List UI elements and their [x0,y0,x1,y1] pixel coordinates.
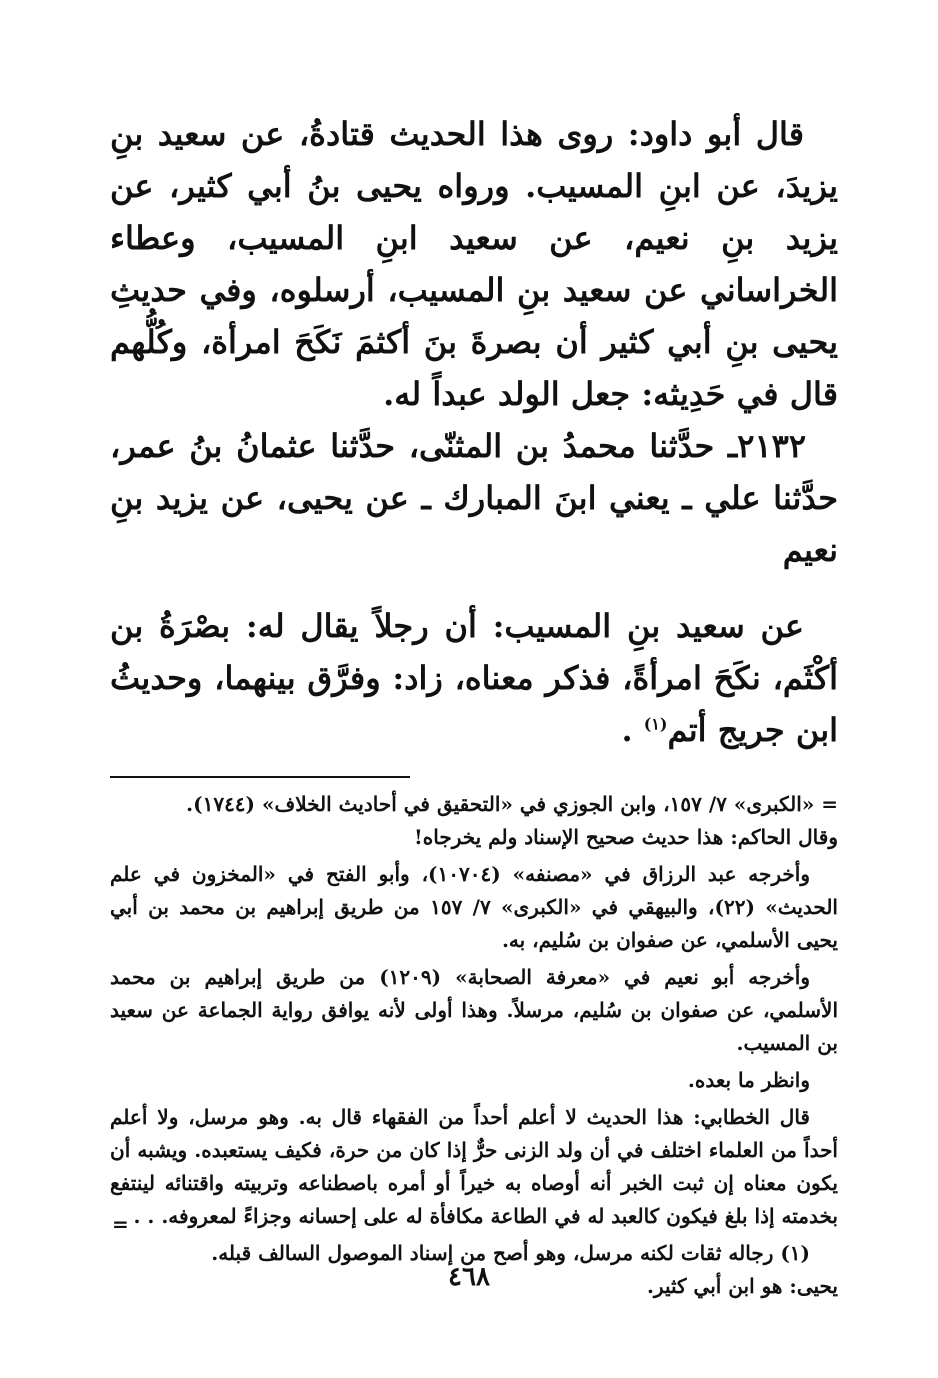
continuation-mark: = [112,1212,129,1236]
matn-end: . [621,711,633,749]
footnote-line: وأخرجه أبو نعيم في «معرفة الصحابة» (١٢٠٩) من طريق إبراهيم بن محمد الأسلمي، عن صفوان بن سُليم، مرسلاً. وهذا أولى لأنه يوافق رواية الجماعة عن سعيد بن المسيب. [110,965,839,1055]
footnote-line: قال الخطابي: هذا الحديث لا أعلم أحداً من الفقهاء قال به. وهو مرسل، ولا أعلم أحداً من العلماء اختلف في أن ولد الزنى حرٌّ إذا كان من حرة، فكيف يستعبده. ويشبه أن يكون معناه إن ثبت الخبر أنه أوصاه به خيراً أو أمره باصطناعه وتربيته واقتنائه لينتفع بخدمته إذا بلغ فيكون كالعبد له في الطاعة مكافأة له على إحسانه وجزاءً لمعروفه. . . [110,1105,838,1228]
footnote-line: (١) رجاله ثقات لكنه مرسل، وهو أصح من إسناد الموصول السالف قبله. [211,1241,810,1265]
footnotes [110,788,838,1303]
footnote-line: = «الكبرى» ٧/ ١٥٧، وابن الجوزي في «التحقيق في أحاديث الخلاف» (١٧٤٤). [186,792,838,816]
hadith-isnad: ٢١٣٢ـ حدَّثنا محمدُ بن المثنّى، حدَّثنا عثمانُ بنُ عمر، حدَّثنا علي ـ يعني ابنَ المبارك ـ عن يحيى، عن يزيد بنِ نعيم [110,427,838,569]
footnote-line: وقال الحاكم: هذا حديث صحيح الإسناد ولم يخرجاه! [413,825,838,849]
hadith-matn-text: عن سعيد بنِ المسيب: أن رجلاً يقال له: بصْرَةُ بن أكْثَم، نكَحَ امرأةً، فذكر معناه، زاد: وفرَّق بينهما، وحديثُ ابن جريج أتم [110,607,838,749]
footnote-line: وانظر ما بعده. [687,1068,810,1092]
footnote-separator-wrap [110,776,838,778]
footnote-reference: (١) [643,714,668,734]
hadith-matn [110,600,838,756]
main-text [110,108,838,756]
main-paragraph: قال أبو داود: روى هذا الحديث قتادةُ، عن سعيد بنِ يزيدَ، عن ابنِ المسيب. ورواه يحيى بنُ أبي كثير، عن يزيد بنِ نعيم، عن سعيد ابنِ المسيب، وعطاء الخراساني عن سعيد بنِ المسيب، أرسلوه، وفي حديثِ يحيى بنِ أبي كثير أن بصرةَ بنَ أكثمَ نَكَحَ امرأة، وكُلُّهم قال في حَدِيثه: جعل الولد عبداً له. [110,115,839,413]
footnote-line: يحيى: هو ابن أبي كثير. [646,1274,838,1298]
footnote-separator [110,776,410,778]
page-number: ٤٦٨ [448,1262,490,1292]
footnote-line: وأخرجه عبد الرزاق في «مصنفه» (١٠٧٠٤)، وأبو الفتح في «المخزون في علم الحديث» (٢٢)، والبيهقي في «الكبرى» ٧/ ١٥٧ من طريق إبراهيم بن محمد بن أبي يحيى الأسلمي، عن صفوان بن سُليم، به. [110,862,838,952]
